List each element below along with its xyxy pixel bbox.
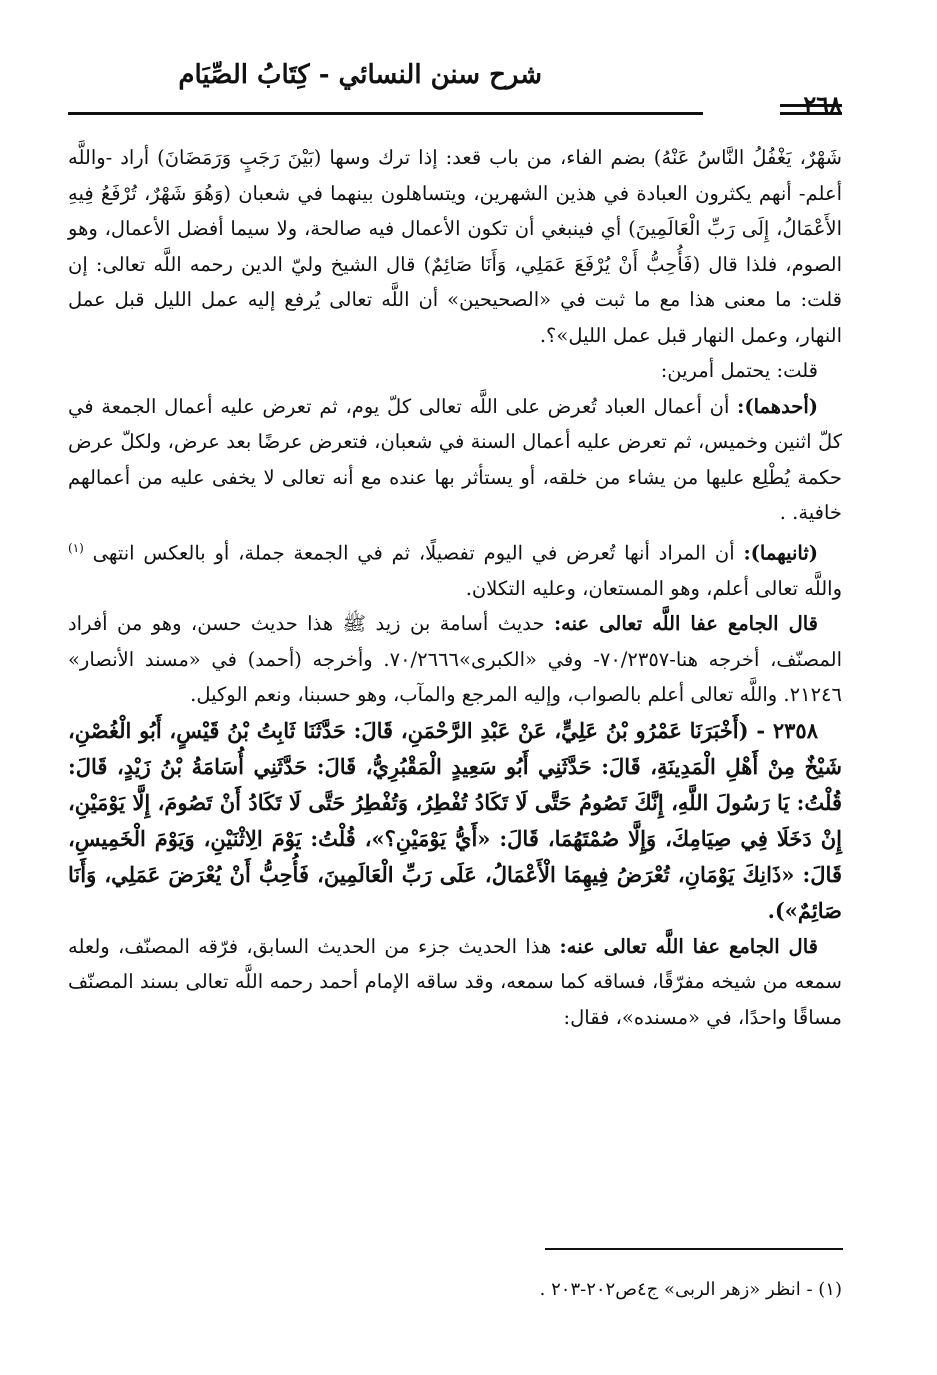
main-text	[68, 140, 842, 1035]
second-text-end: واللَّه تعالى أعلم، وهو المستعان، وعليه التكلان.	[465, 576, 842, 600]
paragraph-compiler-note-2	[68, 929, 842, 1036]
page-number-rule-bottom	[780, 112, 842, 115]
compiler-text-2: هذا الحديث جزء من الحديث السابق، فرّقه المصنّف، ولعله سمعه من شيخه مفرّقًا، فساقه كما سمعه، وقد ساقه الإمام أحمد رحمه اللَّه تعالى بسند المصنّف مساقًا واحدًا، في «مسنده»، فقال:	[68, 934, 842, 1029]
second-text: أن المراد أنها تُعرض في اليوم تفصيلًا، ثم في الجمعة جملة، أو بالعكس انتهى	[92, 541, 735, 564]
page-number: ٢٦٨	[803, 90, 842, 119]
page-number-rule-top	[780, 104, 842, 107]
footnote-marker: (١)	[68, 540, 84, 555]
first-label: (أحدهما):	[737, 394, 818, 418]
header-rule	[68, 112, 703, 115]
hadith-2358: ٢٣٥٨ - (أَخْبَرَنَا عَمْرُو بْنُ عَلِيٍّ، عَنْ عَبْدِ الرَّحْمَنِ، قَالَ: حَدَّثَنَا ثَابِتُ بْنُ قَيْسٍ، أَبُو الْغُصْنِ، شَيْخٌ مِنْ أَهْلِ الْمَدِينَةِ، قَالَ: حَدَّثَنِي أَبُو سَعِيدٍ الْمَقْبُرِيُّ، قَالَ: حَدَّثَنِي أُسَامَةُ بْنُ زَيْدٍ، قَالَ: قُلْتُ: يَا رَسُولَ اللَّهِ، إِنَّكَ تَصُومُ حَتَّى لَا تَكَادُ تُفْطِرُ، وَتُفْطِرُ حَتَّى لَا تَكَادُ أَنْ تَصُومَ، إِلَّا يَوْمَيْنِ، إِنْ دَخَلَا فِي صِيَامِكَ، وَإِلَّا صُمْتَهُمَا، قَالَ: «أَيُّ يَوْمَيْنِ؟»، قُلْتُ: يَوْمَ الِاثْنَيْنِ، وَيَوْمَ الْخَمِيسِ، قَالَ: «ذَانِكَ يَوْمَانِ، تُعْرَضُ فِيهِمَا الْأَعْمَالُ، عَلَى رَبِّ الْعَالَمِينَ، فَأُحِبُّ أَنْ يُعْرَضَ عَمَلِي، وَأَنَا صَائِمٌ»).	[68, 717, 842, 923]
paragraph-compiler-note	[68, 606, 842, 713]
first-text: أن أعمال العباد تُعرض على اللَّه تعالى كلّ يوم، ثم تعرض عليه أعمال الجمعة في كلّ اثنين وخميس، ثم تعرض عليه أعمال السنة في شعبان، فتعرض عرضًا بعد عرض، ولكلّ عرض حكمة يُطْلِع عليها من يشاء من خلقه، أو يستأثر بها عنده مع أنه تعالى لا يخفى عليه من أعمالهم خافية. .	[68, 394, 842, 524]
compiler-text: حديث أسامة بن زيد ﷺ هذا حديث حسن، وهو من أفراد المصنّف، أخرجه هنا-٧٠/٢٣٥٧- وفي «الكبرى»٧٠/٢٦٦٦. وأخرجه (أحمد) في «مسند الأنصار» ٢١٢٤٦. واللَّه تعالى أعلم بالصواب، وإليه المرجع والمآب، وهو حسبنا، ونعم الوكيل.	[68, 612, 842, 706]
paragraph-second-possibility	[68, 531, 842, 607]
page-header	[68, 60, 842, 120]
second-label: (ثانيهما):	[743, 541, 818, 564]
paragraph-commentary: شَهْرٌ، يَغْفُلُ النَّاسُ عَنْهُ) بضم الفاء، من باب قعد: إذا ترك وسها (بَيْنَ رَجَبٍ وَرَمَضَانَ) أراد -واللَّه أعلم- أنهم يكثرون العبادة في هذين الشهرين، ويتساهلون بينهما في شعبان (وَهُوَ شَهْرٌ، تُرْفَعُ فِيهِ الأَعْمَالُ، إِلَى رَبِّ الْعَالَمِينَ) أي فينبغي أن تكون الأعمال فيه صالحة، ولا سيما أفضل الأعمال، وهو الصوم، فلذا قال (فَأُحِبُّ أَنْ يُرْفَعَ عَمَلِي، وَأَنَا صَائِمٌ) قال الشيخ وليّ الدين رحمه اللَّه تعالى: إن قلت: ما معنى هذا مع ما ثبت في «الصحيحين» أن اللَّه تعالى يُرفع إليه عمل الليل قبل عمل النهار، وعمل النهار قبل عمل الليل»؟.	[68, 146, 842, 347]
compiler-label: قال الجامع عفا اللَّه تعالى عنه:	[553, 612, 818, 635]
footnote: (١) - انظر «زهر الربى» ج٤ص٢٠٢-٢٠٣ .	[539, 1279, 842, 1300]
compiler-label-2: قال الجامع عفا اللَّه تعالى عنه:	[559, 934, 818, 958]
running-title: شرح سنن النسائي - كِتَابُ الصِّيَام	[178, 60, 542, 90]
paragraph-first-possibility	[68, 389, 842, 531]
paragraph-answer-intro: قلت: يحتمل أمرين:	[660, 359, 818, 382]
footnote-rule	[545, 1248, 843, 1250]
